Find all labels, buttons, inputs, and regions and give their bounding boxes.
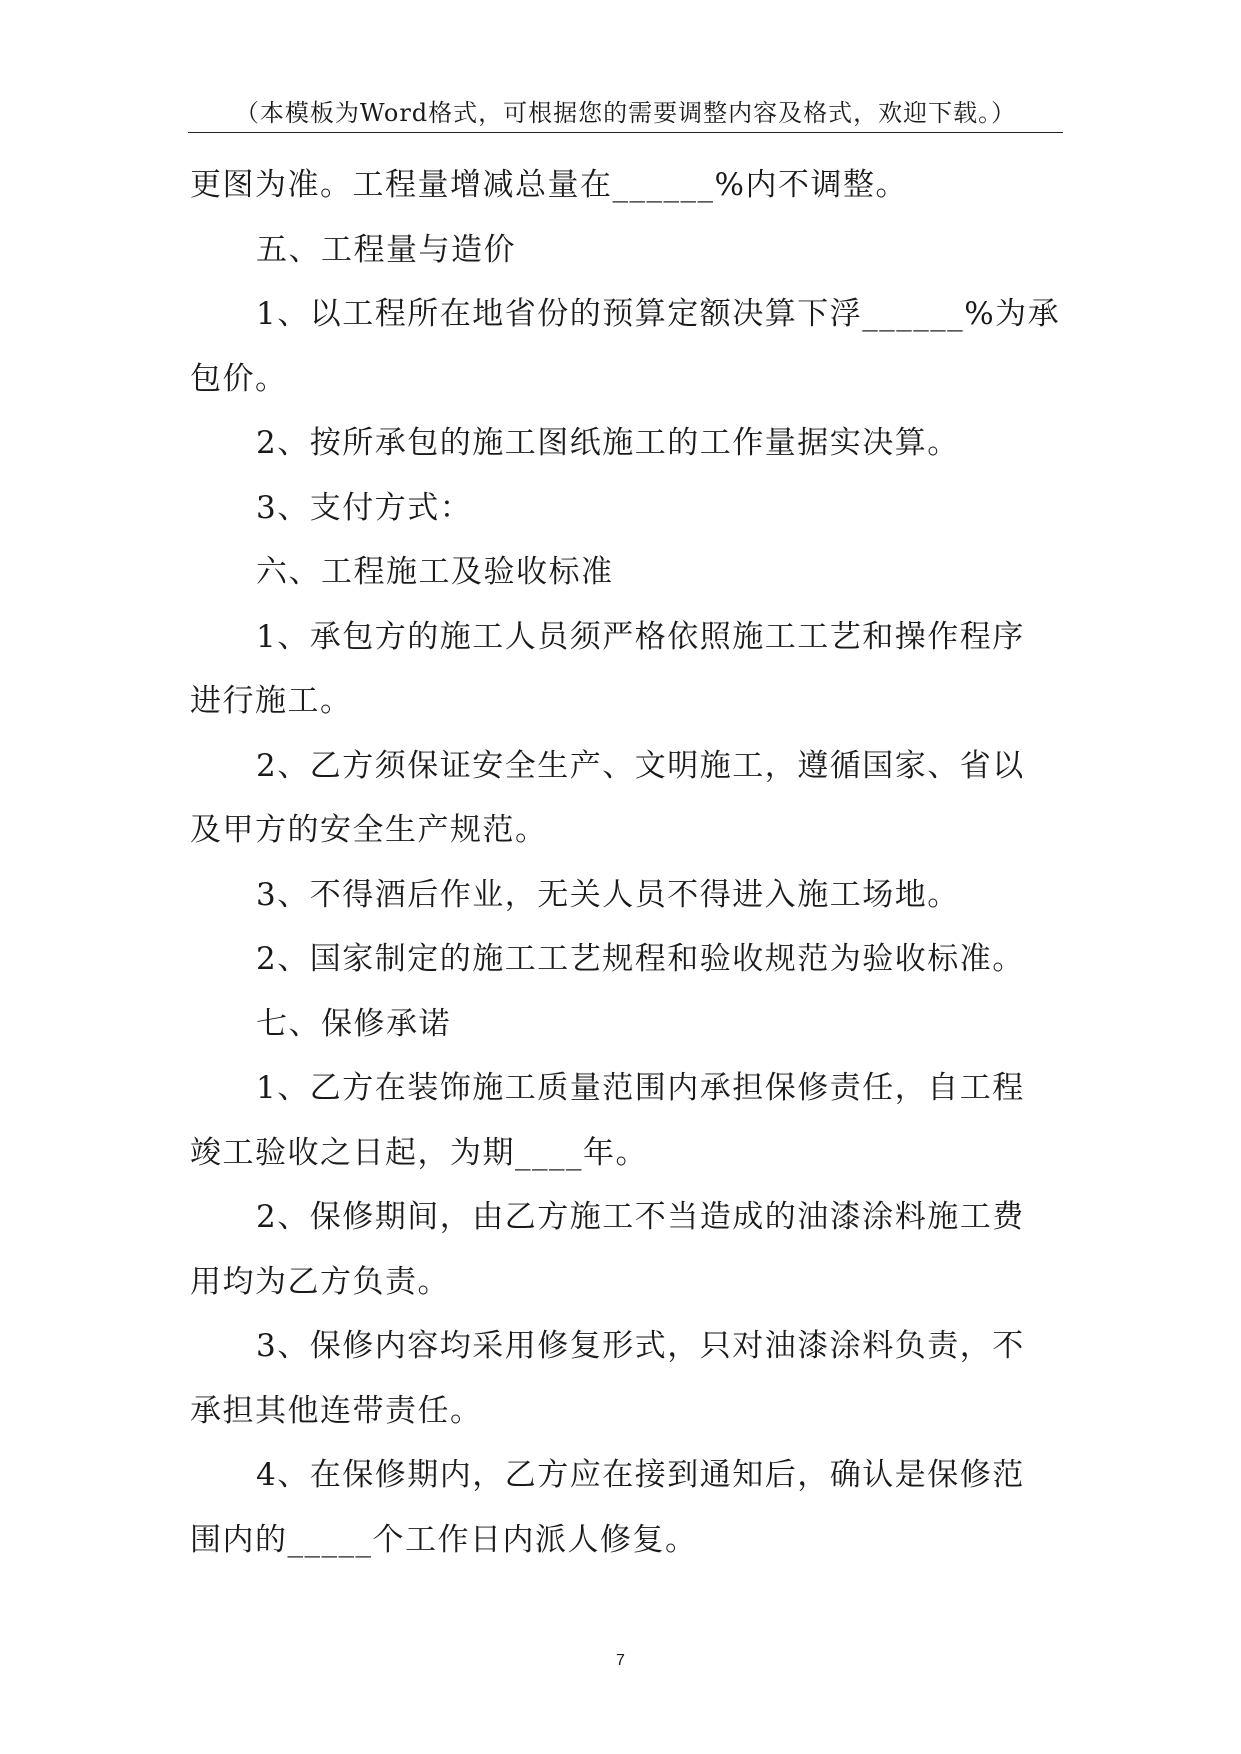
body-line: 1、承包方的施工人员须严格依照施工工艺和操作程序 (256, 618, 1025, 655)
body-line: 围内的_____个工作日内派人修复。 (190, 1521, 698, 1558)
body-line: 3、不得酒后作业，无关人员不得进入施工场地。 (256, 876, 960, 913)
body-line: 3、保修内容均采用修复形式，只对油漆涂料负责，不 (256, 1328, 1025, 1364)
body-line: 承担其他连带责任。 (190, 1392, 483, 1429)
body-line: 1、乙方在装饰施工质量范围内承担保修责任，自工程 (256, 1070, 1025, 1106)
body-line: 2、保修期间，由乙方施工不当造成的油漆涂料施工费 (256, 1199, 1025, 1235)
body-line: 包价。 (190, 360, 288, 397)
body-line: 3、支付方式： (256, 489, 473, 526)
body-line: 4、在保修期内，乙方应在接到通知后，确认是保修范 (256, 1457, 1025, 1493)
body-line: 2、国家制定的施工工艺规程和验收规范为验收标准。 (256, 941, 1025, 977)
body-line: 七、保修承诺 (256, 1005, 451, 1042)
body-line: 1、以工程所在地省份的预算定额决算下浮______%为承 (256, 296, 1061, 332)
body-line: 更图为准。工程量增减总量在______%内不调整。 (190, 167, 908, 203)
body-line: 六、工程施工及验收标准 (256, 554, 614, 590)
body-line: 用均为乙方负责。 (190, 1263, 450, 1300)
body-line: 2、按所承包的施工图纸施工的工作量据实决算。 (256, 425, 960, 461)
page-number: 7 (616, 1652, 625, 1669)
body-line: 竣工验收之日起，为期____年。 (190, 1134, 648, 1171)
body-line: 及甲方的安全生产规范。 (190, 812, 548, 848)
body-line: 2、乙方须保证安全生产、文明施工，遵循国家、省以 (256, 747, 1025, 784)
header-divider (188, 132, 1063, 133)
document-body (190, 153, 1065, 1572)
template-notice: （本模板为Word格式，可根据您的需要调整内容及格式，欢迎下载。） (234, 99, 1017, 127)
body-line: 五、工程量与造价 (256, 231, 516, 268)
body-line: 进行施工。 (190, 683, 353, 719)
